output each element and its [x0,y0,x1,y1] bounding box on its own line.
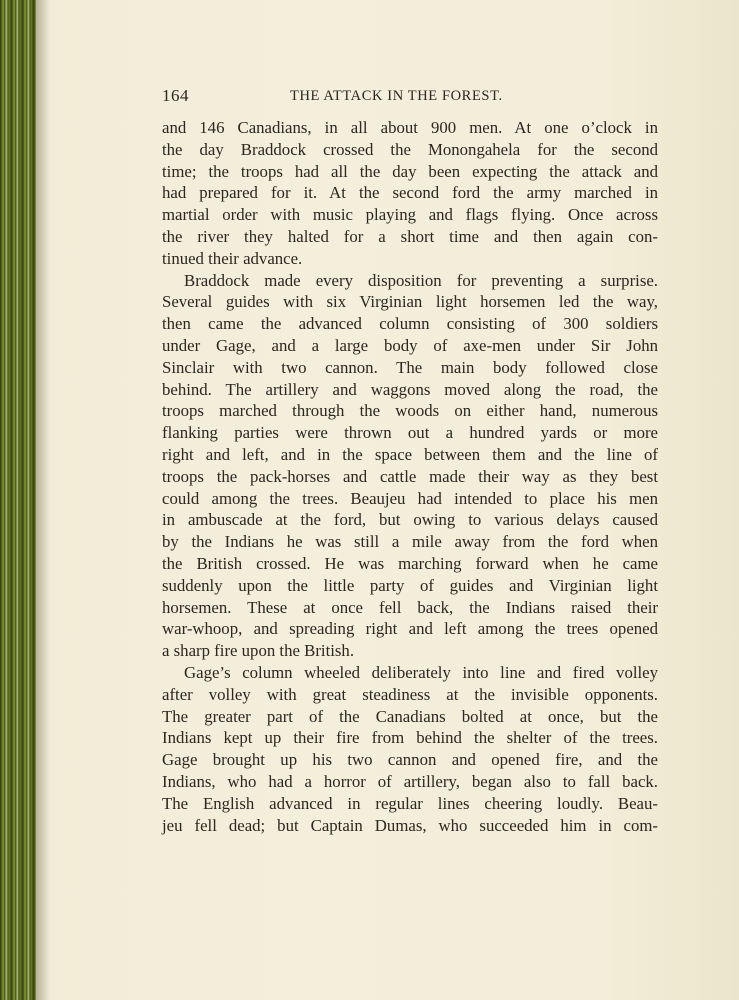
text-line: martial order with music playing and flags flying. Once across [162,205,658,225]
text-line: Gage’s column wheeled deliberately into line and fired volley [184,662,658,682]
text-line: had prepared for it. At the second ford the army marched in [162,183,658,203]
text-line: horsemen. These at once fell back, the Indians raised their [162,597,658,617]
text-line: The greater part of the Canadians bolted at once, but the [162,706,658,726]
text-line: time; the troops had all the day been expecting the attack and [162,161,658,181]
text-line: the British crossed. He was marching forward when he came [162,553,658,573]
text-line: under Gage, and a large body of axe-men under Sir John [162,335,658,355]
text-line: in ambuscade at the ford, but owing to various delays caused [162,510,658,530]
gutter-shadow [36,0,50,1000]
text-line: Sinclair with two cannon. The main body followed close [162,357,658,377]
text-line: the river they halted for a short time and then again con- [162,226,658,246]
text-line: Braddock made every disposition for preventing a surprise. [184,270,658,290]
text-line: suddenly upon the little party of guides and Virginian light [162,575,658,595]
text-line: The English advanced in regular lines cheering loudly. Beau- [162,793,658,813]
page-number: 164 [162,86,189,105]
book-binding-edge [0,0,36,1000]
text-line: troops the pack-horses and cattle made their way as they best [162,466,658,486]
text-line: Gage brought up his two cannon and opened fire, and the [162,750,658,770]
text-line: troops marched through the woods on either hand, numerous [162,401,658,421]
text-line: after volley with great steadiness at the invisible opponents. [162,684,658,704]
text-line: Indians, who had a horror of artillery, began also to fall back. [162,771,658,791]
text-line: a sharp fire upon the British. [162,641,355,661]
text-line: could among the trees. Beaujeu had intended to place his men [162,488,658,508]
text-line: flanking parties were thrown out a hundred yards or more [162,423,658,443]
text-line: then came the advanced column consisting of 300 soldiers [162,314,658,334]
text-line: right and left, and in the space between them and the line of [162,444,658,464]
text-line: and 146 Canadians, in all about 900 men. At one o’clock in [162,118,658,137]
text-line: jeu fell dead; but Captain Dumas, who succeeded him in com- [162,815,658,835]
page-header [162,86,658,108]
text-line: tinued their advance. [162,248,303,268]
running-head: THE ATTACK IN THE FOREST. [290,88,503,104]
text-line: the day Braddock crossed the Monongahela for the second [162,139,658,159]
text-line: war-whoop, and spreading right and left among the trees opened [162,619,658,639]
body-text [162,117,658,836]
text-line: behind. The artillery and waggons moved along the road, the [162,379,658,399]
text-line: by the Indians he was still a mile away from the ford when [162,532,658,552]
text-line: Several guides with six Virginian light horsemen led the way, [162,292,658,312]
text-line: Indians kept up their fire from behind the shelter of the trees. [162,728,658,748]
